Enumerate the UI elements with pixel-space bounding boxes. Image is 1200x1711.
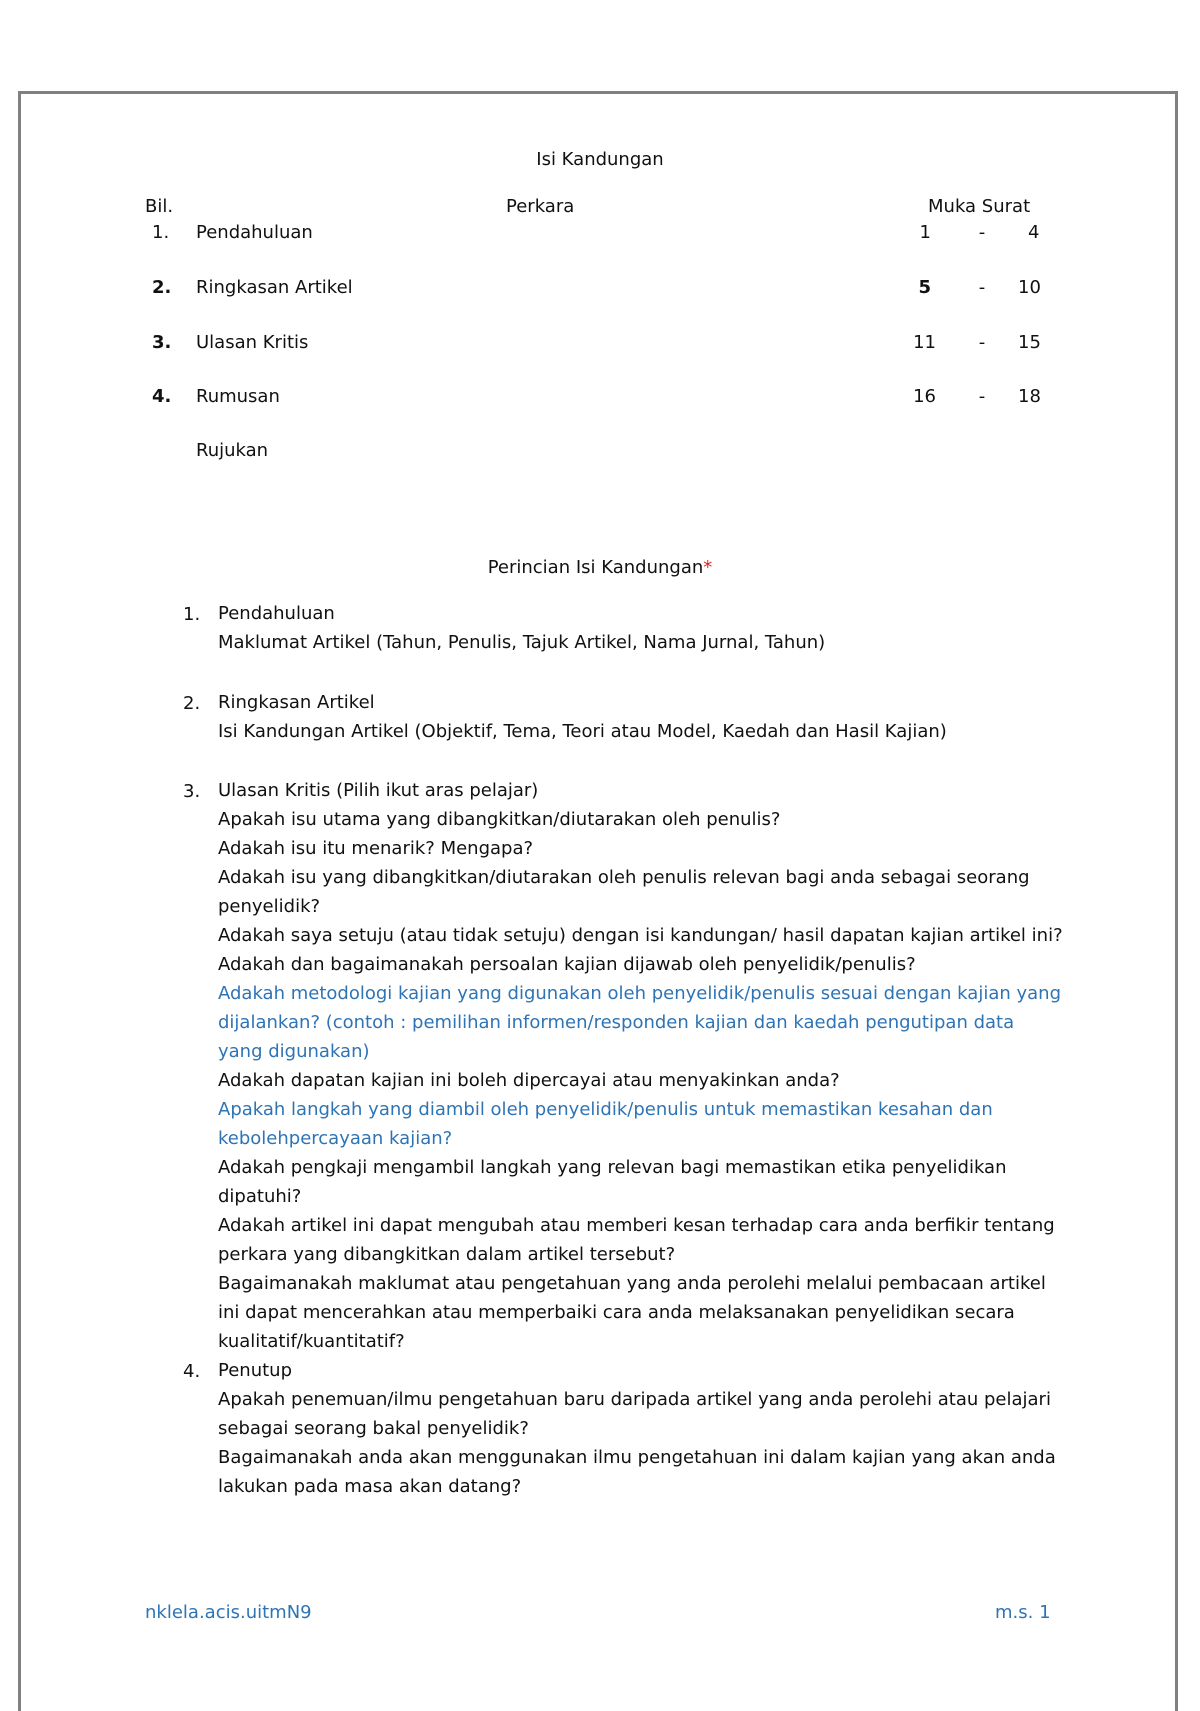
toc-row-from: 16 xyxy=(913,386,936,407)
toc-header-perkara: Perkara xyxy=(506,196,575,217)
question-line-highlight: yang digunakan) xyxy=(218,1041,370,1062)
toc-row-bil: 1. xyxy=(152,222,170,243)
toc-row-from: 5 xyxy=(918,277,931,298)
toc-header-muka-surat: Muka Surat xyxy=(928,196,1031,217)
section-number: 3. xyxy=(183,781,201,802)
toc-row-dash: - xyxy=(978,386,986,407)
question-line: Bagaimanakah anda akan menggunakan ilmu pengetahuan ini dalam kajian yang akan anda xyxy=(218,1447,1056,1468)
page-number: m.s. 1 xyxy=(995,1602,1051,1623)
toc-header-bil: Bil. xyxy=(145,196,174,217)
toc-row-to: 15 xyxy=(1018,332,1041,353)
toc-row-to: 18 xyxy=(1018,386,1041,407)
question-line: Bagaimanakah maklumat atau pengetahuan yang anda perolehi melalui pembacaan artikel xyxy=(218,1273,1046,1294)
question-line: Adakah saya setuju (atau tidak setuju) dengan isi kandungan/ hasil dapatan kajian artikel ini? xyxy=(218,925,1063,946)
footer-source: nklela.acis.uitmN9 xyxy=(145,1602,312,1623)
toc-row-bil: 4. xyxy=(152,386,172,407)
question-line: Adakah dapatan kajian ini boleh dipercayai atau menyakinkan anda? xyxy=(218,1070,840,1091)
toc-rujukan: Rujukan xyxy=(196,440,269,461)
toc-row-from: 1 xyxy=(919,222,931,243)
question-line: Adakah dan bagaimanakah persoalan kajian dijawab oleh penyelidik/penulis? xyxy=(218,954,916,975)
toc-row-to: 4 xyxy=(1028,222,1040,243)
section-heading: Pendahuluan xyxy=(218,603,335,624)
detail-title-text: Perincian Isi Kandungan xyxy=(487,557,704,578)
section-line: Isi Kandungan Artikel (Objektif, Tema, Teori atau Model, Kaedah dan Hasil Kajian) xyxy=(218,721,947,742)
section-pendahuluan xyxy=(218,599,825,657)
question-line: Adakah artikel ini dapat mengubah atau memberi kesan terhadap cara anda berfikir tentang xyxy=(218,1215,1055,1236)
toc-title: Isi Kandungan xyxy=(536,149,664,170)
section-heading: Penutup xyxy=(218,1360,292,1381)
toc-row-perkara: Rumusan xyxy=(196,386,280,407)
section-heading: Ulasan Kritis (Pilih ikut aras pelajar) xyxy=(218,780,539,801)
question-line: dipatuhi? xyxy=(218,1186,302,1207)
toc-row-perkara: Pendahuluan xyxy=(196,222,313,243)
question-line: Adakah isu yang dibangkitkan/diutarakan oleh penulis relevan bagi anda sebagai seorang xyxy=(218,867,1030,888)
question-line-highlight: Adakah metodologi kajian yang digunakan oleh penyelidik/penulis sesuai dengan kajian yang xyxy=(218,983,1061,1004)
question-line: ini dapat mencerahkan atau memperbaiki cara anda melaksanakan penyelidikan secara xyxy=(218,1302,1015,1323)
section-ulasan-kritis xyxy=(218,776,1063,1356)
section-number: 4. xyxy=(183,1361,201,1382)
toc-row-perkara: Ringkasan Artikel xyxy=(196,277,353,298)
section-line: Maklumat Artikel (Tahun, Penulis, Tajuk Artikel, Nama Jurnal, Tahun) xyxy=(218,632,826,653)
question-line: lakukan pada masa akan datang? xyxy=(218,1476,522,1497)
question-line-highlight: kebolehpercayaan kajian? xyxy=(218,1128,453,1149)
section-number: 2. xyxy=(183,693,201,714)
question-line: Apakah isu utama yang dibangkitkan/diutarakan oleh penulis? xyxy=(218,809,781,830)
section-heading: Ringkasan Artikel xyxy=(218,692,375,713)
section-number: 1. xyxy=(183,604,201,625)
question-line: Apakah penemuan/ilmu pengetahuan baru daripada artikel yang anda perolehi atau pelajari xyxy=(218,1389,1051,1410)
question-line: perkara yang dibangkitkan dalam artikel tersebut? xyxy=(218,1244,676,1265)
section-penutup xyxy=(218,1356,1056,1501)
question-line: sebagai seorang bakal penyelidik? xyxy=(218,1418,529,1439)
question-line: Adakah pengkaji mengambil langkah yang relevan bagi memastikan etika penyelidikan xyxy=(218,1157,1007,1178)
toc-row-dash: - xyxy=(978,222,986,243)
asterisk-mark: * xyxy=(703,557,713,578)
question-line-highlight: Apakah langkah yang diambil oleh penyelidik/penulis untuk memastikan kesahan dan xyxy=(218,1099,993,1120)
question-line: kualitatif/kuantitatif? xyxy=(218,1331,405,1352)
toc-row-bil: 2. xyxy=(152,277,172,298)
question-line: Adakah isu itu menarik? Mengapa? xyxy=(218,838,534,859)
toc-row-bil: 3. xyxy=(152,332,172,353)
toc-row-perkara: Ulasan Kritis xyxy=(196,332,309,353)
question-line-highlight: dijalankan? (contoh : pemilihan informen/responden kajian dan kaedah pengutipan data xyxy=(218,1012,1015,1033)
question-line: penyelidik? xyxy=(218,896,321,917)
toc-row-dash: - xyxy=(978,277,986,298)
toc-row-from: 11 xyxy=(913,332,936,353)
detail-title xyxy=(0,555,1200,581)
toc-row-dash: - xyxy=(978,332,986,353)
section-ringkasan xyxy=(218,688,947,746)
toc-row-to: 10 xyxy=(1018,277,1041,298)
